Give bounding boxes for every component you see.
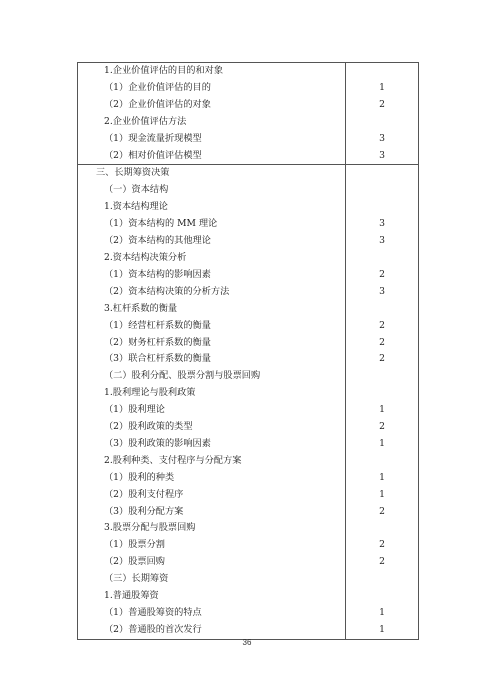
table-row (78, 368, 419, 385)
row-level-value (346, 165, 419, 182)
row-item-text: （2）股票回购 (78, 554, 346, 571)
row-item-text: （1）股利理论 (78, 402, 346, 419)
row-level-value: 2 (346, 554, 419, 571)
row-item-text: 三、长期筹资决策 (78, 165, 346, 182)
table-row (78, 520, 419, 537)
table-row (78, 554, 419, 571)
row-level-value (346, 385, 419, 402)
table-row (78, 470, 419, 487)
row-item-text: （3）股利政策的影响因素 (78, 436, 346, 453)
row-item-text: （1）资本结构的影响因素 (78, 267, 346, 284)
row-item-text: （1）股票分割 (78, 537, 346, 554)
row-level-value: 3 (346, 148, 419, 165)
table-row (78, 131, 419, 148)
row-level-value: 1 (346, 622, 419, 639)
row-level-value: 3 (346, 284, 419, 301)
table-row (78, 80, 419, 97)
row-item-text: 3.杠杆系数的衡量 (78, 301, 346, 318)
row-level-value (346, 520, 419, 537)
row-item-text: （1）资本结构的 MM 理论 (78, 216, 346, 233)
table-row (78, 216, 419, 233)
row-item-text: （2）财务杠杆系数的衡量 (78, 335, 346, 352)
row-item-text: （2）股利政策的类型 (78, 419, 346, 436)
row-item-text: （1）股利的种类 (78, 470, 346, 487)
row-item-text: （一）资本结构 (78, 182, 346, 199)
table-row (78, 182, 419, 199)
row-item-text: 2.企业价值评估方法 (78, 114, 346, 131)
table-row (78, 165, 419, 182)
row-level-value (346, 301, 419, 318)
table-row (78, 148, 419, 165)
row-level-value: 1 (346, 487, 419, 504)
table-row (78, 97, 419, 114)
row-level-value: 2 (346, 504, 419, 521)
table-row (78, 504, 419, 521)
row-item-text: （1）企业价值评估的目的 (78, 80, 346, 97)
row-item-text: （2）股利支付程序 (78, 487, 346, 504)
row-level-value (346, 453, 419, 470)
row-level-value (346, 63, 419, 80)
table-row (78, 605, 419, 622)
table-row (78, 301, 419, 318)
table-row (78, 318, 419, 335)
row-level-value: 2 (346, 267, 419, 284)
row-level-value: 3 (346, 216, 419, 233)
syllabus-rows (78, 63, 419, 640)
table-row (78, 436, 419, 453)
row-level-value: 2 (346, 318, 419, 335)
table-row (78, 487, 419, 504)
syllabus-table (77, 62, 419, 640)
row-level-value (346, 368, 419, 385)
row-item-text: （2）企业价值评估的对象 (78, 97, 346, 114)
row-item-text: 3.股票分配与股票回购 (78, 520, 346, 537)
row-level-value (346, 182, 419, 199)
row-level-value (346, 250, 419, 267)
row-level-value: 1 (346, 402, 419, 419)
row-level-value: 1 (346, 470, 419, 487)
row-level-value: 1 (346, 80, 419, 97)
table-row (78, 588, 419, 605)
table-row (78, 351, 419, 368)
row-item-text: （3）股利分配方案 (78, 504, 346, 521)
row-level-value (346, 199, 419, 216)
table-row (78, 402, 419, 419)
row-item-text: 1.股利理论与股利政策 (78, 385, 346, 402)
table-row (78, 453, 419, 470)
row-item-text: （2）普通股的首次发行 (78, 622, 346, 639)
row-item-text: 1.资本结构理论 (78, 199, 346, 216)
table-row (78, 622, 419, 639)
row-item-text: 2.股利种类、支付程序与分配方案 (78, 453, 346, 470)
table-row (78, 233, 419, 250)
table-row (78, 63, 419, 80)
row-level-value: 3 (346, 131, 419, 148)
row-item-text: （2）资本结构的其他理论 (78, 233, 346, 250)
row-item-text: （2）相对价值评估模型 (78, 148, 346, 165)
row-item-text: （1）经营杠杆系数的衡量 (78, 318, 346, 335)
row-level-value: 2 (346, 335, 419, 352)
table-row (78, 114, 419, 131)
row-item-text: （1）普通股筹资的特点 (78, 605, 346, 622)
row-level-value (346, 114, 419, 131)
row-item-text: 1.普通股筹资 (78, 588, 346, 605)
table-row (78, 199, 419, 216)
row-item-text: 1.企业价值评估的目的和对象 (78, 63, 346, 80)
row-item-text: （三）长期筹资 (78, 571, 346, 588)
table-row (78, 537, 419, 554)
row-level-value: 2 (346, 419, 419, 436)
row-item-text: （1）现金流量折现模型 (78, 131, 346, 148)
row-item-text: （二）股利分配、股票分割与股票回购 (78, 368, 346, 385)
row-level-value: 3 (346, 233, 419, 250)
row-level-value (346, 588, 419, 605)
row-item-text: 2.资本结构决策分析 (78, 250, 346, 267)
table-row (78, 335, 419, 352)
row-level-value: 1 (346, 605, 419, 622)
table-row (78, 250, 419, 267)
table-row (78, 385, 419, 402)
row-level-value (346, 571, 419, 588)
row-level-value: 2 (346, 351, 419, 368)
row-level-value: 2 (346, 97, 419, 114)
table-row (78, 571, 419, 588)
row-level-value: 2 (346, 537, 419, 554)
row-level-value: 1 (346, 436, 419, 453)
table-row (78, 267, 419, 284)
row-item-text: （3）联合杠杆系数的衡量 (78, 351, 346, 368)
row-item-text: （2）资本结构决策的分析方法 (78, 284, 346, 301)
table-row (78, 284, 419, 301)
table-row (78, 419, 419, 436)
page-number: 36 (242, 638, 252, 647)
